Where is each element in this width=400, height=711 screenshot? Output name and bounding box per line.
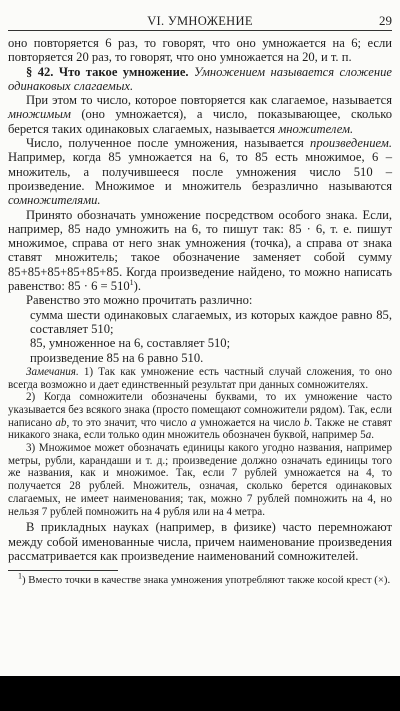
footnote-divider [8, 570, 118, 571]
paragraph-readings: Равенство это можно прочитать различно: [26, 293, 253, 308]
paragraph-notation: Принято обозначать умножение посредством особого знака. Если, например, 85 надо умножить на 6, то пишут так: 85 · 6, т. е. пишут множимое, справа от него знак умножения (точка), а справа от знака ставят множитель; такое обозначение заменяет собой сумму 85+85+85+85+85+85. Когда произведение найдено, то можно написать равенство: $85 \cdot 6 = 510^1$). [8, 207, 392, 294]
chapter-title: VI. УМНОЖЕНИЕ [147, 14, 253, 28]
paragraph-multiplicand: При этом то число, которое повторяется как слагаемое, называется множимым (оно умножается), а число, показывающее, сколько берется таких одинаковых слагаемых, называется множителем. [8, 93, 392, 136]
page-body [8, 36, 392, 587]
remark-1: Замечания. 1) Так как умножение есть частный случай сложения, то оно всегда возможно и дает единственный результат при данных сомножителях. [8, 365, 392, 391]
footnote-reference[interactable]: 1 [129, 277, 134, 287]
paragraph-closing: В прикладных науках (например, в физике) часто перемножают между собой именованные числа, причем наименование произведения рассматривается как произведение наименований сомножителей. [8, 520, 392, 563]
term-product: произведением. [310, 136, 392, 151]
list-item: 85, умноженное на 6, составляет 510; [30, 336, 231, 351]
paragraph-continuation: оно повторяется 6 раз, то говорят, что оно умножается на 6; если повторяется 20 раз, то говорят, что оно умножается на 20, и т. п. [8, 36, 392, 65]
section-heading: § 42. Что такое умножение. [26, 64, 189, 79]
section-definition: Умножением называется сложение одинаковых слагаемых. [8, 64, 392, 93]
page-number: 29 [379, 13, 392, 28]
remarks-label: Замечания. [26, 365, 79, 378]
bottom-bar [0, 676, 400, 711]
footnote: $^1$) Вместо точки в качестве знака умножения употребляют также косой крест (×). [18, 571, 391, 587]
term-multiplicand: множимым [8, 107, 71, 122]
remark-2: 2) Когда сомножители обозначены буквами, то их умножение часто указывается без всякого знака (просто помещают сомножители рядом). Так, если написано ab, то это значит, что число a умножается на число b. Также не ставят никакого знака, если только один множитель обозначен буквой, например 5a. [8, 391, 392, 442]
term-factors: сомножителями. [8, 193, 101, 208]
paragraph-product: Число, полученное после умножения, называется произведением. Например, когда 85 умножается на 6, то 85 есть множимое, 6 – множитель, а получившееся после умножения число 510 – произведение. Множимое и множитель безразлично называются сомножителями. [8, 136, 392, 208]
running-header [8, 12, 392, 31]
readings-list [8, 308, 392, 365]
list-item: сумма шести одинаковых слагаемых, из которых каждое равно 85, составляет 510; [30, 307, 392, 336]
term-multiplier: множителем. [278, 121, 354, 136]
remarks-block [8, 366, 392, 518]
remark-3: 3) Множимое может обозначать единицы какого угодно названия, например метры, рубли, карандаши и т. д.; произведение должно означать единицы того же названия, как и множимое. Так, если 7 рублей умножается на 4, то получается 28 рублей. Множитель, означая, сколько берется одинаковых слагаемых, не имеет наименования; так, можно 7 рублей помножить на 4, но нельзя 7 рублей помножить на 4 рубля или на 4 метра. [8, 442, 392, 518]
section-42 [8, 65, 392, 94]
list-item: произведение 85 на 6 равно 510. [30, 350, 204, 365]
